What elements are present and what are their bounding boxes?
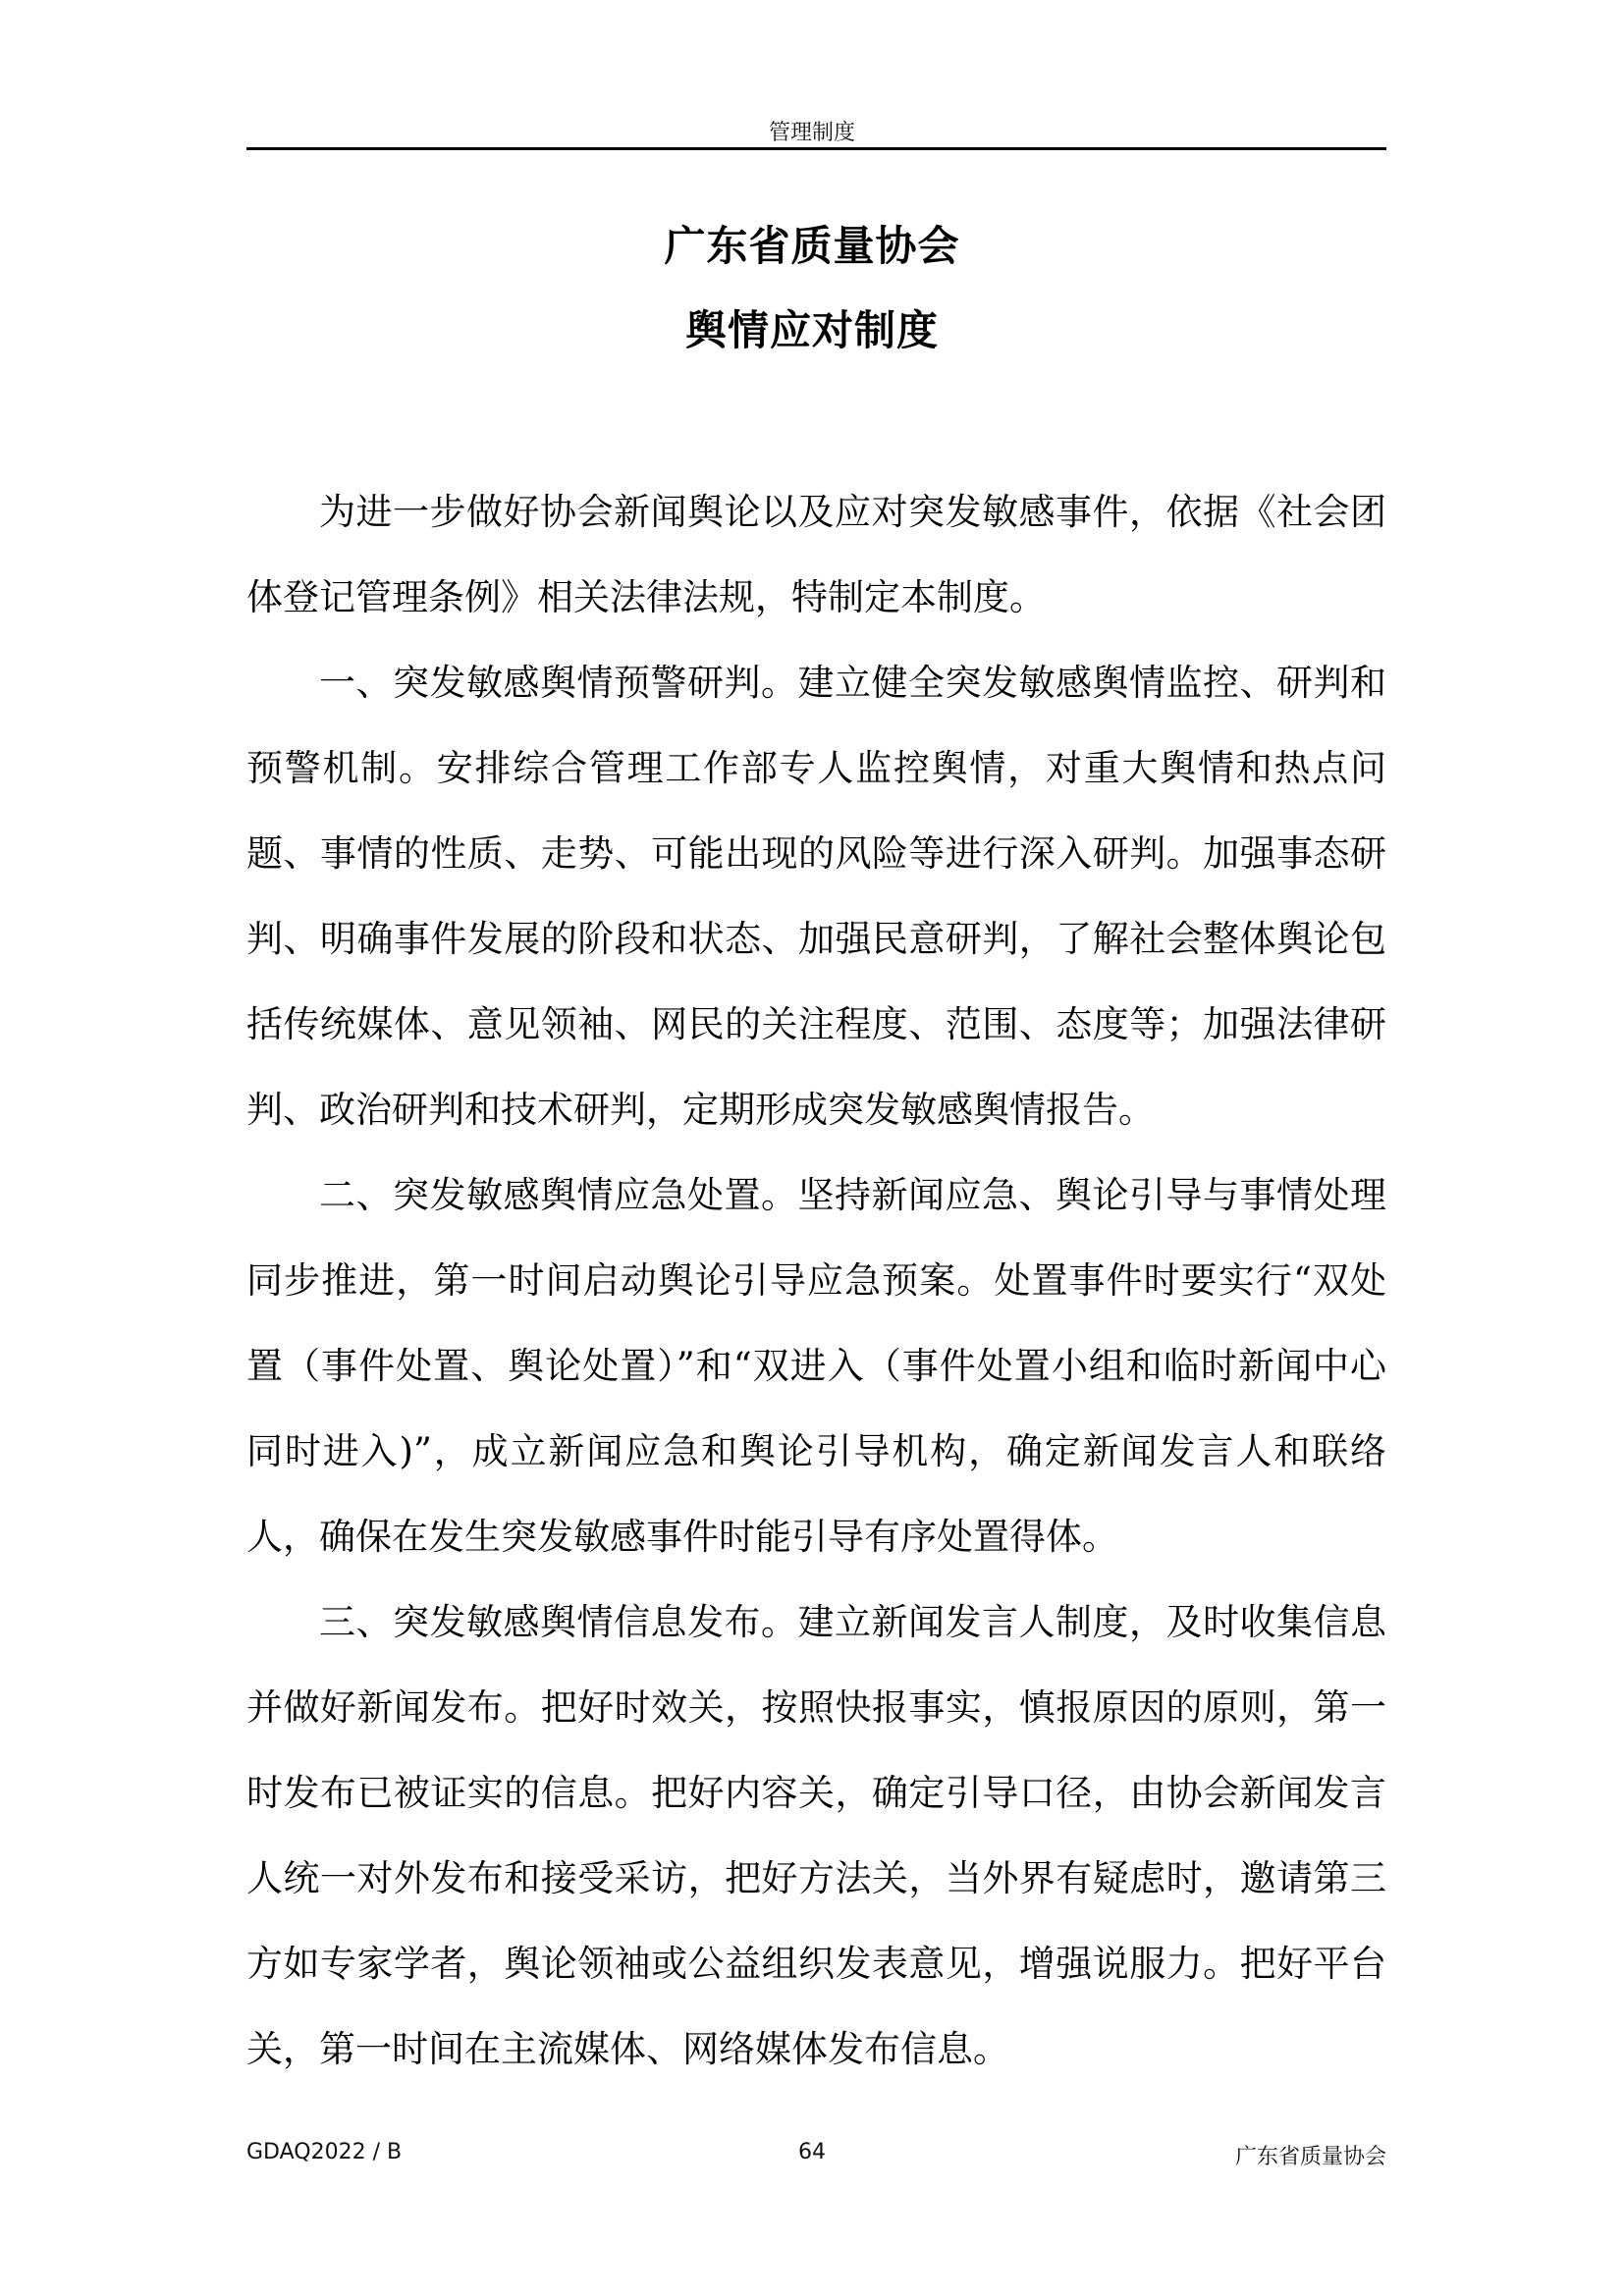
footer-page-number: 64 bbox=[798, 2140, 826, 2164]
page-header-title: 管理制度 bbox=[768, 121, 855, 145]
footer-doc-code: GDAQ2022 / B bbox=[246, 2140, 403, 2164]
footer-organization: 广东省质量协会 bbox=[1234, 2145, 1386, 2169]
paragraph-section-1: 一、突发敏感舆情预警研判。建立健全突发敏感舆情监控、研判和预警机制。安排综合管理工作部专人监控舆情，对重大舆情和热点问题、事情的性质、走势、可能出现的风险等进行深入研判。加强事态研判、明确事件发展的阶段和状态、加强民意研判，了解社会整体舆论包括传统媒体、意见领袖、网民的关注程度、范围、态度等；加强法律研判、政治研判和技术研判，定期形成突发敏感舆情报告。 bbox=[246, 662, 1386, 1131]
paragraph-intro: 为进一步做好协会新闻舆论以及应对突发敏感事件，依据《社会团体登记管理条例》相关法律法规，特制定本制度。 bbox=[246, 491, 1386, 618]
paragraph-section-3: 三、突发敏感舆情信息发布。建立新闻发言人制度，及时收集信息并做好新闻发布。把好时效关，按照快报事实，慎报原因的原则，第一时发布已被证实的信息。把好内容关，确定引导口径，由协会新闻发言人统一对外发布和接受采访，把好方法关，当外界有疑虑时，邀请第三方如专家学者，舆论领袖或公益组织发表意见，增强说服力。把好平台关，第一时间在主流媒体、网络媒体发布信息。 bbox=[246, 1601, 1386, 2070]
document-body bbox=[246, 469, 1386, 2092]
document-title-policy: 舆情应对制度 bbox=[684, 306, 939, 354]
paragraph-section-2: 二、突发敏感舆情应急处置。坚持新闻应急、舆论引导与事情处理同步推进，第一时间启动舆论引导应急预案。处置事件时要实行“双处置（事件处置、舆论处置）”和“双进入（事件处置小组和临时新闻中心同时进入)”，成立新闻应急和舆论引导机构，确定新闻发言人和联络人，确保在发生突发敏感事件时能引导有序处置得体。 bbox=[246, 1174, 1386, 1558]
document-title-organization: 广东省质量协会 bbox=[664, 222, 960, 270]
header-divider bbox=[246, 147, 1386, 150]
